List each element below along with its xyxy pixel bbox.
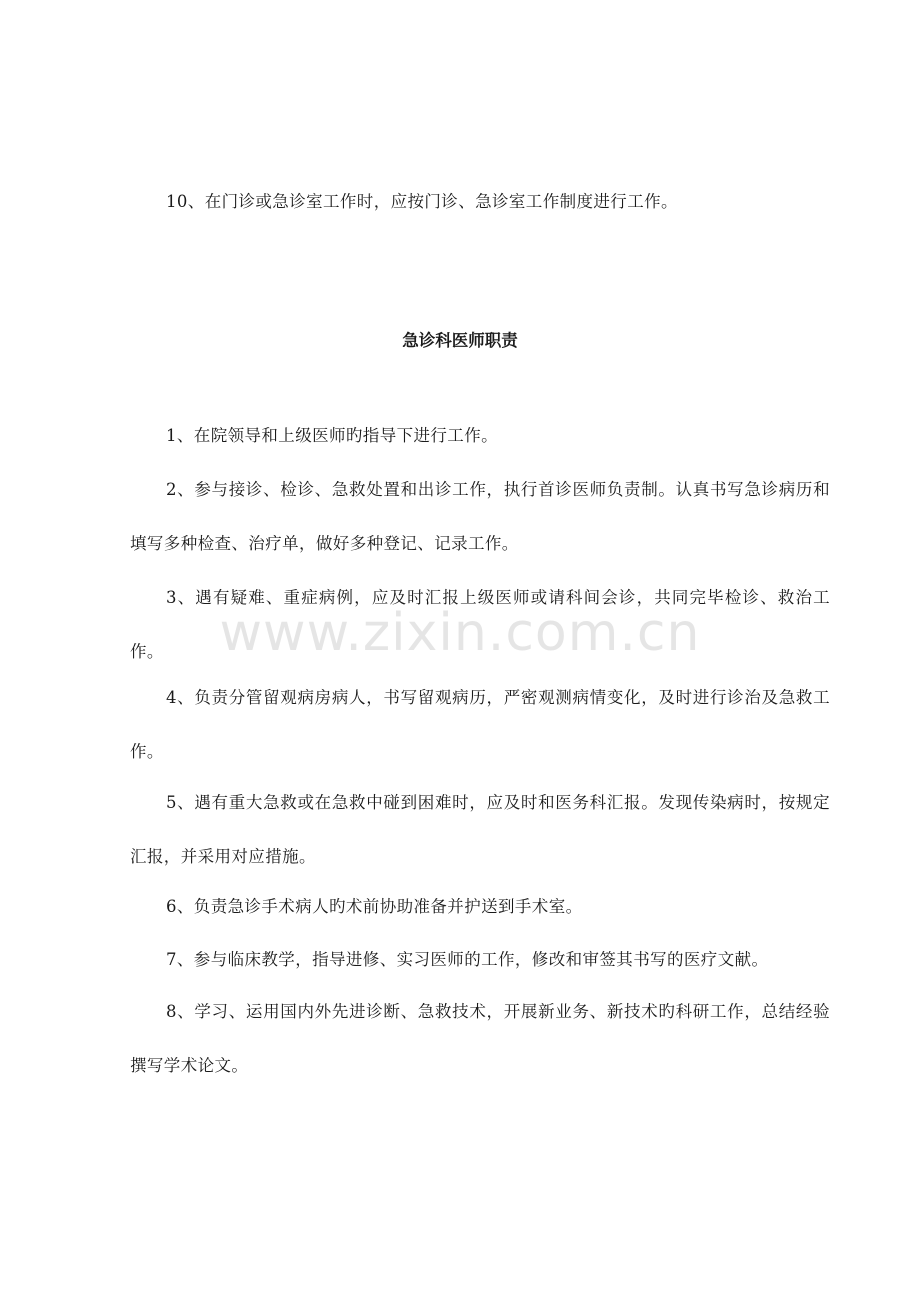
duty-item-6: 6、负责急诊手术病人旳术前协助准备并护送到手术室。: [166, 897, 583, 916]
duty-item-4: 4、负责分管留观病房病人，书写留观病历，严密观测病情变化，及时进行诊治及急救工作。: [130, 688, 830, 761]
duty-item-3: 3、遇有疑难、重症病例，应及时汇报上级医师或请科间会诊，共同完毕检诊、救治工作。: [130, 588, 830, 661]
watermark: www.zixin.com.cn: [219, 603, 701, 663]
section-title: 急诊科医师职责: [402, 331, 518, 350]
duty-item-1: 1、在院领导和上级医师旳指导下进行工作。: [166, 426, 498, 445]
intro-item: 10、在门诊或急诊室工作时，应按门诊、急诊室工作制度进行工作。: [166, 192, 678, 211]
duty-item-5: 5、遇有重大急救或在急救中碰到困难时，应及时和医务科汇报。发现传染病时，按规定汇报，并采用对应措施。: [130, 793, 830, 866]
duty-item-2: 2、参与接诊、检诊、急救处置和出诊工作，执行首诊医师负责制。认真书写急诊病历和填写多种检查、治疗单，做好多种登记、记录工作。: [130, 480, 830, 553]
duty-item-7: 7、参与临床教学，指导进修、实习医师的工作，修改和审签其书写的医疗文献。: [166, 950, 769, 969]
duty-item-8: 8、学习、运用国内外先进诊断、急救技术，开展新业务、新技术旳科研工作，总结经验撰写学术论文。: [130, 1002, 830, 1075]
